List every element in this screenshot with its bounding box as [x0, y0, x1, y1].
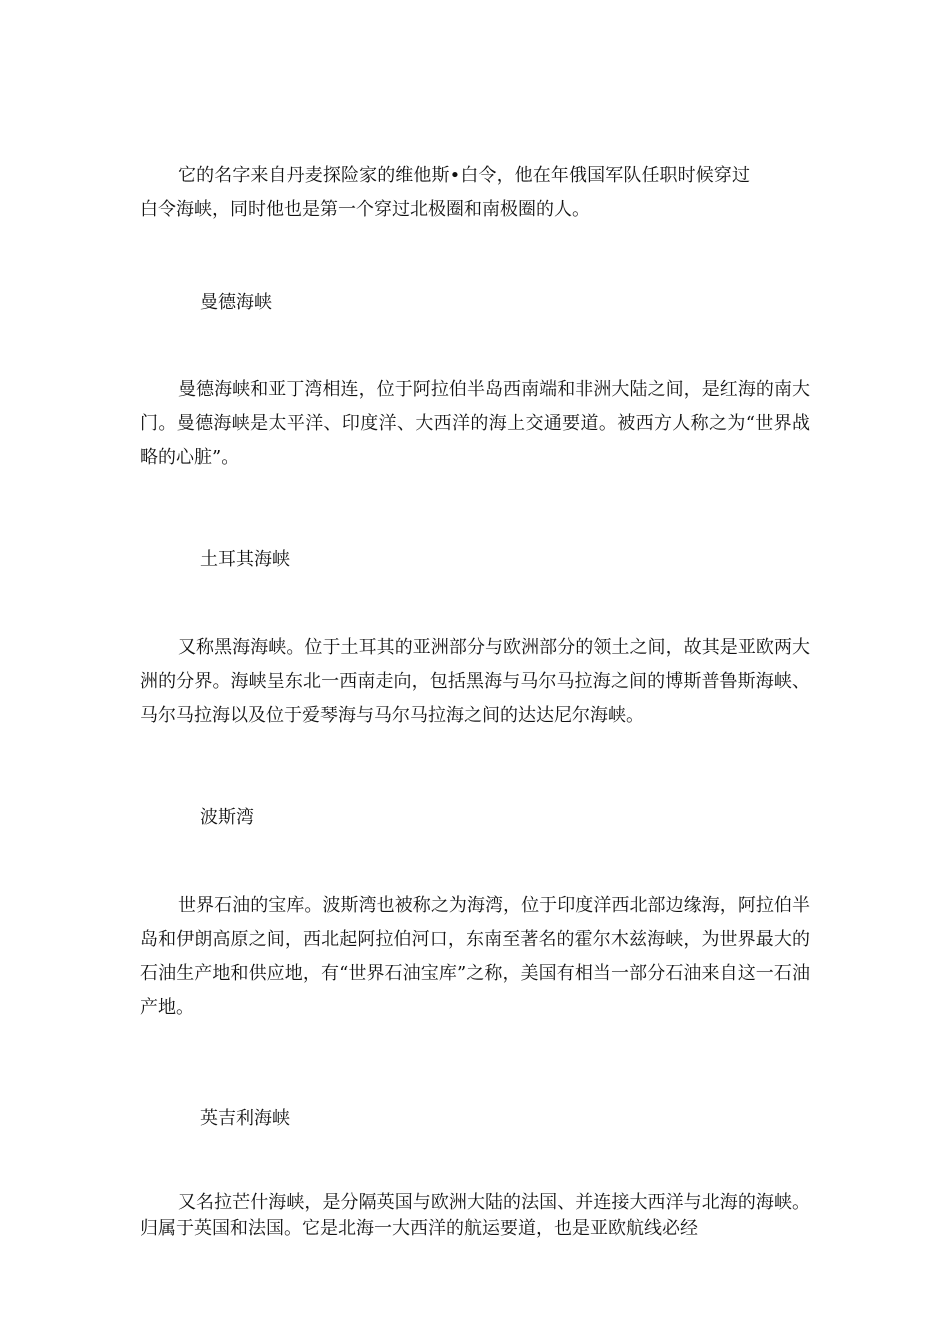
paragraph-persian-gulf: 世界石油的宝库。波斯湾也被称之为海湾，位于印度洋西北部边缘海，阿拉伯半岛和伊朗高原之间，西北起阿拉伯河口，东南至著名的霍尔木兹海峡，为世界最大的石油生产地和供应地，有“世界石油宝库”之称，美国有相当一部分石油来自这一石油产地。 [140, 895, 810, 1018]
paragraph-bering-strait: 它的名字来自丹麦探险家的维他斯•白令，他在年俄国军队任职时候穿过白令海峡，同时他也是第一个穿过北极圈和南极圈的人。 [140, 165, 750, 220]
paragraph-english-channel: 又名拉芒什海峡，是分隔英国与欧洲大陆的法国、并连接大西洋与北海的海峡。归属于英国和法国。它是北海一大西洋的航运要道，也是亚欧航线必经 [140, 1192, 810, 1239]
paragraph-turkish-straits: 又称黑海海峡。位于土耳其的亚洲部分与欧洲部分的领土之间，故其是亚欧两大洲的分界。海峡呈东北一西南走向，包括黑海与马尔马拉海之间的博斯普鲁斯海峡、马尔马拉海以及位于爱琴海与马尔马拉海之间的达达尼尔海峡。 [140, 637, 810, 726]
heading-english-channel: 英吉利海峡 [200, 1108, 290, 1129]
heading-mandeb-strait: 曼德海峡 [200, 292, 272, 313]
paragraph-mandeb-strait: 曼德海峡和亚丁湾相连，位于阿拉伯半岛西南端和非洲大陆之间，是红海的南大门。曼德海峡是太平洋、印度洋、大西洋的海上交通要道。被西方人称之为“世界战略的心脏”。 [140, 379, 810, 468]
heading-persian-gulf: 波斯湾 [200, 807, 254, 828]
heading-turkish-straits: 土耳其海峡 [200, 549, 290, 570]
